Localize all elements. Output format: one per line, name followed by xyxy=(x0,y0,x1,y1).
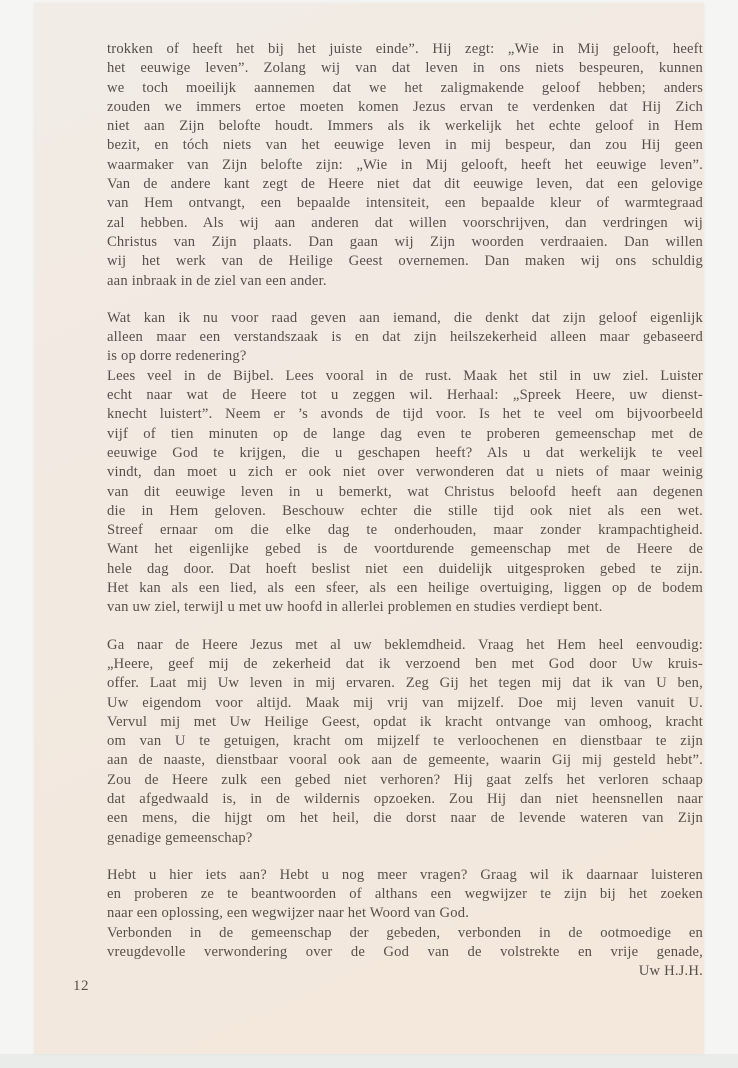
text-line: Vervul mij met Uw Heilige Geest, opdat ik kracht ontvange van omhoog, kracht xyxy=(107,713,703,730)
text-line: vijf of tien minuten op de lange dag even te proberen gemeenschap met de xyxy=(107,425,703,442)
text-line: Hebt u hier iets aan? Hebt u nog meer vragen? Graag wil ik daarnaar luisteren xyxy=(107,866,703,883)
text-line: „Heere, geef mij de zekerheid dat ik verzoend ben met God door Uw kruis- xyxy=(107,655,703,672)
text-line: dat afgedwaald is, in de wildernis opzoeken. Zou Hij dan niet heensnellen naar xyxy=(107,790,703,807)
text-line: trokken of heeft het bij het juiste einde”. Hij zegt: „Wie in Mij gelooft, heeft xyxy=(107,41,703,57)
text-line: niet aan Zijn belofte houdt. Immers als ik werkelijk het echte geloof in Hem xyxy=(107,118,703,135)
text-line: offer. Laat mij Uw leven in mij ervaren. Zeg Gij het tegen mij dat ik van U ben, xyxy=(107,675,703,692)
text-line: Ga naar de Heere Jezus met al uw beklemdheid. Vraag het Hem heel eenvoudig: xyxy=(107,636,703,653)
paragraph-block xyxy=(107,40,703,291)
text-line: aan inbraak in de ziel van een ander. xyxy=(107,272,327,289)
text-line: Wat kan ik nu voor raad geven aan iemand, die denkt dat zijn geloof eigenlijk xyxy=(107,309,703,326)
text-line: van uw ziel, terwijl u met uw hoofd in allerlei problemen en studies verdiept bent. xyxy=(107,599,603,616)
text-line: Verbonden in de gemeenschap der gebeden, verbonden in de ootmoedige en xyxy=(107,924,703,941)
paragraph-block xyxy=(107,636,703,848)
page-number: 12 xyxy=(73,978,89,994)
text-line: zouden we immers ertoe moeten komen Jezus ervan te verdenken dat Hij Zich xyxy=(107,98,703,115)
text-line: Van de andere kant zegt de Heere niet dat dit eeuwige leven, dat een gelovige xyxy=(107,176,703,193)
text-line: het eeuwige leven”. Zolang wij van dat leven in ons niets bespeuren, kunnen xyxy=(107,60,703,77)
text-line: zal hebben. Als wij aan anderen dat willen voorschrijven, dan verdringen wij xyxy=(107,214,703,231)
text-line: van Hem ontvangt, een bepaalde intensiteit, een bepaalde kleur of warmtegraad xyxy=(107,195,703,212)
text-line: we toch moeilijk aannemen dat we het zaligmakende geloof hebben; anders xyxy=(107,79,703,96)
text-line: vreugdevolle verwondering over de God van de volstrekte en vrije genade, xyxy=(107,944,703,961)
text-line: Lees veel in de Bijbel. Lees vooral in de rust. Maak het stil in uw ziel. Luister xyxy=(107,367,703,384)
text-line: alleen maar een verstandszaak is en dat zijn heilszekerheid alleen maar gebaseerd xyxy=(107,329,703,346)
text-line: Christus van Zijn plaats. Dan gaan wij Zijn woorden verdraaien. Dan willen xyxy=(107,233,703,250)
text-line: wij het werk van de Heilige Geest overnemen. Dan maken wij ons schuldig xyxy=(107,253,703,270)
text-line: Streef ernaar om die elke dag te onderhouden, maar zonder krampachtigheid. xyxy=(107,522,703,539)
text-line: Uw eigendom voor altijd. Maak mij vrij van mijzelf. Doe mij leven vanuit U. xyxy=(107,694,703,711)
text-line: hele dag door. Dat hoeft beslist niet een duidelijk uitgesproken gebed te zijn. xyxy=(107,560,703,577)
paragraph-block xyxy=(107,866,703,982)
text-line: van dit eeuwige leven in u bemerkt, wat Christus beloofd heeft aan degenen xyxy=(107,483,703,500)
book-page-paper xyxy=(34,3,704,1054)
text-line: een mens, die hijgt om het heil, die dorst naar de levende wateren van Zijn xyxy=(107,810,703,827)
page-text xyxy=(107,40,703,982)
text-line: en proberen ze te beantwoorden of althans een wegwijzer te zijn bij het zoeken xyxy=(107,886,703,903)
text-line: echt naar wat de Heere tot u zeggen wil. Herhaal: „Spreek Heere, uw dienst- xyxy=(107,387,703,404)
text-line: bezit, en tóch niets van het eeuwige leven in mij bespeur, dan zou Hij geen xyxy=(107,137,703,154)
text-line: Uw H.J.H. xyxy=(638,963,703,980)
text-line: vindt, dan moet u zich er ook niet over verwonderen dat u niets of maar weinig xyxy=(107,464,703,481)
paragraph-block xyxy=(107,309,703,618)
text-line: naar een oplossing, een wegwijzer naar het Woord van God. xyxy=(107,905,470,922)
text-line: is op dorre redenering? xyxy=(107,348,247,365)
text-line: genadige gemeenschap? xyxy=(107,829,253,846)
text-line: die in Hem geloven. Beschouw echter die stille tijd ook niet als een wet. xyxy=(107,502,703,519)
scan-edge xyxy=(0,1054,738,1068)
text-line: om van U te getuigen, kracht om mijzelf te verloochenen en dienstbaar te zijn xyxy=(107,733,703,750)
text-line: Want het eigenlijke gebed is de voortdurende gemeenschap met de Heere de xyxy=(107,541,703,558)
text-line: knecht luistert”. Neem er ’s avonds de tijd voor. Is het te veel om bijvoorbeeld xyxy=(107,406,703,423)
text-line: Het kan als een lied, als een sfeer, als een heilige overtuiging, liggen op de bodem xyxy=(107,580,703,597)
text-line: waarmaker van Zijn belofte zijn: „Wie in Mij gelooft, heeft het eeuwige leven”. xyxy=(107,156,703,173)
text-line: aan de naaste, dienstbaar vooral ook aan de gemeente, waarin Gij mij gesteld hebt”. xyxy=(107,752,703,769)
text-line: Zou de Heere zulk een gebed niet verhoren? Hij gaat zelfs het verloren schaap xyxy=(107,771,703,788)
text-line: eeuwige God te krijgen, die u geschapen heeft? Als u dat werkelijk te veel xyxy=(107,444,703,461)
